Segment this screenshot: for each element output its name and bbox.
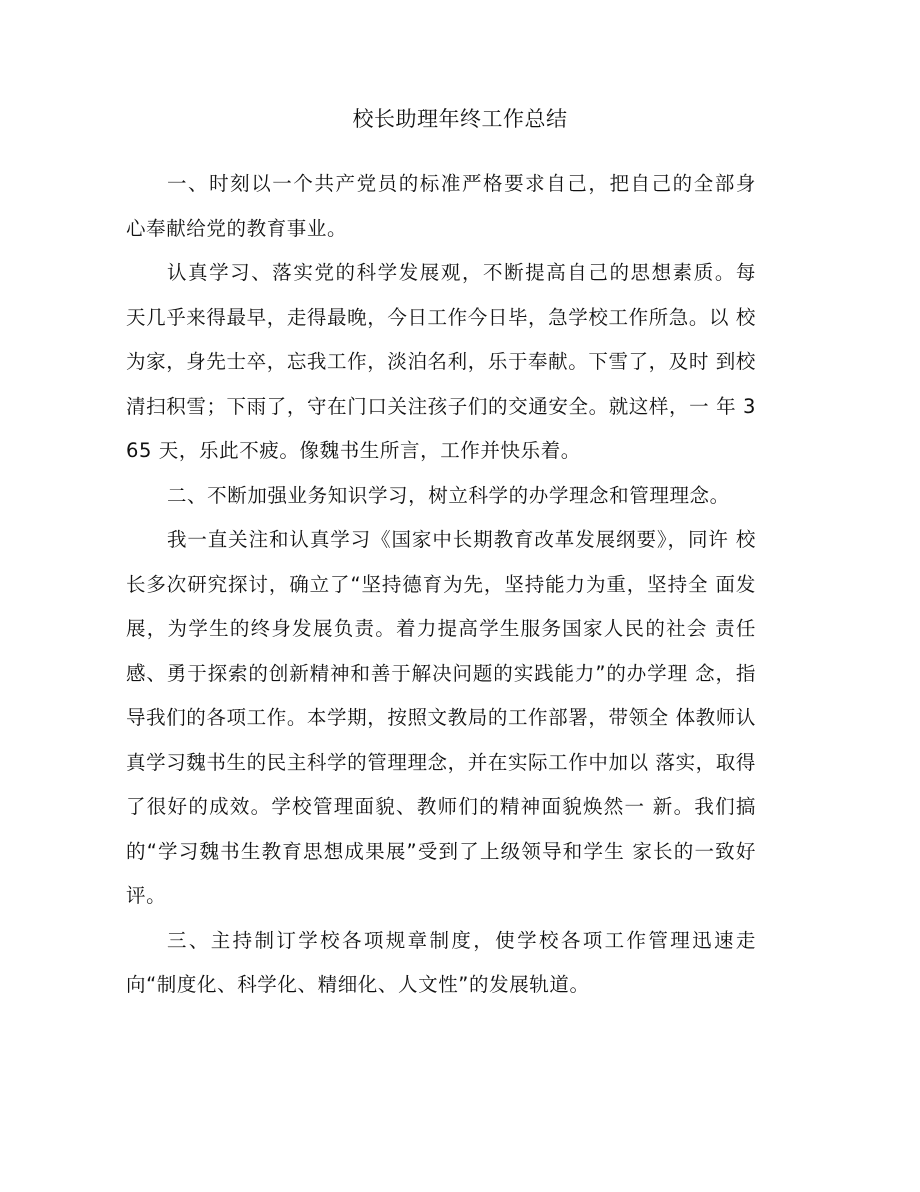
document-title: 校长助理年终工作总结	[352, 107, 568, 131]
paragraph-section-one-body: 认真学习、落实党的科学发展观，不断提高自己的思想素质。每 天几乎来得最早，走得最晚，今日工作今日毕，急学校工作所急。以 校为家，身先士卒，忘我工作，淡泊名利，乐于奉献。下雪了，及时 到校清扫积雪；下雨了，守在门口关注孩子们的交通安全。就这样，一 年 365 天，乐此不疲。像魏书生所言，工作并快乐着。	[126, 261, 756, 462]
paragraph-section-one-heading: 一、时刻以一个共产党员的标准严格要求自己，把自己的全部身 心奉献给党的教育事业。	[126, 172, 756, 240]
paragraph-section-three-heading: 三、主持制订学校各项规章制度，使学校各项工作管理迅速走向“制度化、科学化、精细化、人文性”的发展轨道。	[126, 928, 756, 996]
paragraph-section-two-heading: 二、不断加强业务知识学习，树立科学的办学理念和管理理念。	[166, 483, 730, 507]
document-body	[126, 162, 756, 1008]
paragraph-section-two-body: 我一直关注和认真学习《国家中长期教育改革发展纲要》，同许 校长多次研究探讨，确立了“坚持德育为先，坚持能力为重，坚持全 面发展，为学生的终身发展负责。着力提高学生服务国家人民的社会 责任感、勇于探索的创新精神和善于解决问题的实践能力”的办学理 念，指导我们的各项工作。本学期，按照文教局的工作部署，带领全 体教师认真学习魏书生的民主科学的管理理念，并在实际工作中加以 落实，取得了很好的成效。学校管理面貌、教师们的精神面貌焕然一 新。我们搞的“学习魏书生教育思想成果展”受到了上级领导和学生 家长的一致好评。	[126, 528, 756, 907]
